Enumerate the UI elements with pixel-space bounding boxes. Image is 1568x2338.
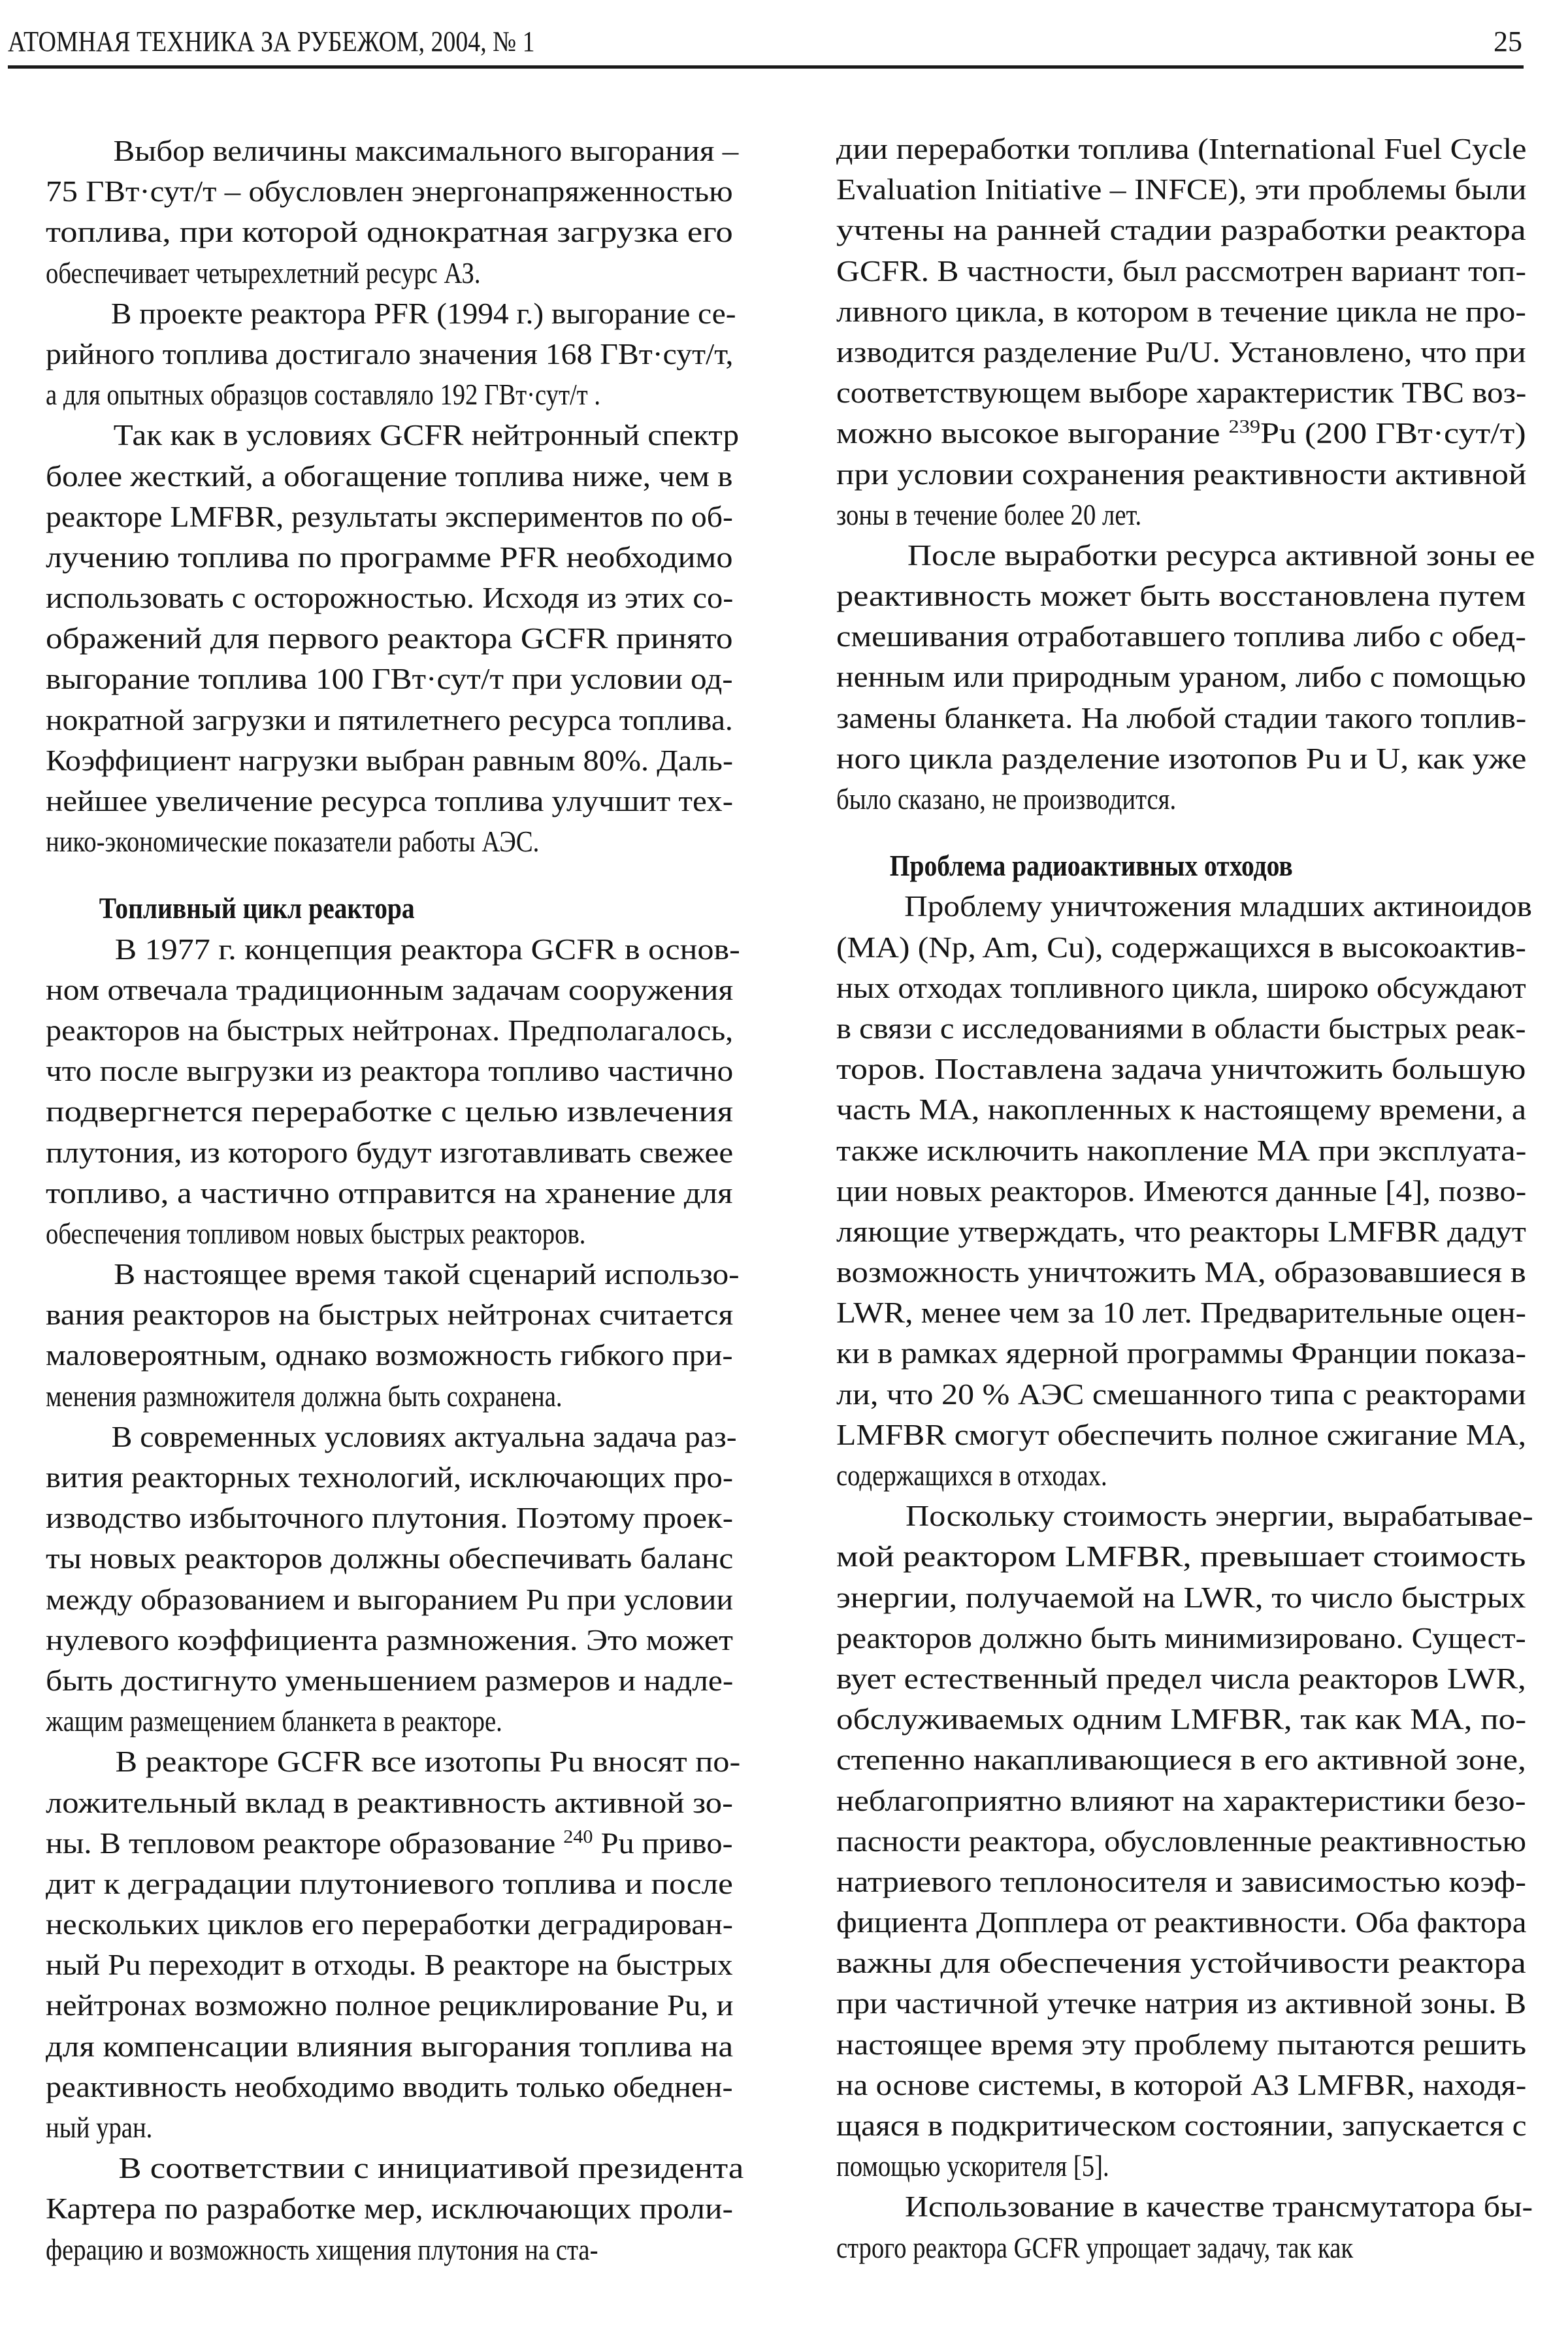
text-line — [46, 2026, 733, 2067]
text-line — [836, 1862, 1526, 1902]
text-line — [46, 1051, 733, 1091]
paragraph — [46, 293, 736, 416]
line-text: ный Pu переходит в отходы. В реакторе на быстрых — [46, 1949, 733, 1982]
line-text: мой реактором LMFBR, превышает стоимость — [836, 1540, 1526, 1573]
paragraph — [46, 131, 739, 293]
text-line — [46, 1660, 733, 1701]
text-line — [836, 738, 1526, 779]
line-text: жащим размещением бланкета в реакторе. — [46, 1705, 502, 1738]
line-text: содержащихся в отходах. — [836, 1459, 1107, 1492]
line-text: Так как в условиях GCFR нейтронный спектр — [113, 419, 740, 452]
text-line — [46, 334, 733, 374]
text-line — [836, 372, 1526, 413]
paragraph — [46, 1741, 741, 2148]
section-gap — [836, 819, 1526, 846]
line-text: обслуживаемых одним LMFBR, так как МА, по- — [836, 1703, 1527, 1736]
line-text: ны. В тепловом реакторе образование $^{240}$ Pu приво- — [46, 1826, 733, 1860]
text-line — [46, 1132, 733, 1173]
text-line — [46, 456, 733, 497]
running-header — [8, 25, 1522, 65]
text-line — [46, 1254, 740, 1294]
text-line — [46, 293, 736, 334]
line-text: В современных условиях актуальна задача раз- — [111, 1420, 737, 1453]
text-line — [836, 1821, 1526, 1862]
line-text: Проблему уничтожения младших актиноидов — [904, 890, 1532, 923]
line-text: между образованием и выгоранием Pu при условии — [46, 1583, 734, 1616]
text-line — [836, 454, 1526, 495]
paragraph — [46, 1254, 740, 1417]
line-text: нулевого коэффициента размножения. Это может — [46, 1623, 733, 1656]
text-line — [836, 576, 1526, 616]
line-text: степенно накапливающиеся в его активной зоне, — [836, 1743, 1526, 1777]
text-line — [836, 535, 1535, 576]
line-text: ном отвечала традиционным задачам сооружения — [46, 973, 734, 1006]
line-text: энергии, получаемой на LWR, то число быстрых — [836, 1581, 1526, 1614]
text-line — [836, 1943, 1526, 1983]
line-text: ображений для первого реактора GCFR принято — [46, 622, 733, 655]
line-text: учтены на ранней стадии разработки реактора — [836, 214, 1526, 247]
line-text: можно высокое выгорание $^{239}$Pu (200 ГВт·сут/т) — [836, 417, 1526, 450]
text-line — [836, 779, 1526, 819]
text-line — [836, 1496, 1533, 1536]
text-line — [46, 821, 733, 862]
text-line — [836, 210, 1526, 250]
text-line — [836, 2024, 1526, 2065]
line-text: для компенсации влияния выгорания топлива на — [46, 2030, 734, 2063]
line-text: ных отходах топливного цикла, широко обсуждают — [836, 971, 1526, 1004]
text-line — [46, 497, 733, 537]
line-text: GCFR. В частности, был рассмотрен вариант топ- — [836, 254, 1526, 288]
line-text: быть достигнуто уменьшением размеров и надле- — [46, 1664, 734, 1697]
text-line — [46, 970, 733, 1010]
text-line — [836, 413, 1526, 453]
text-line — [46, 212, 733, 252]
text-line — [836, 927, 1526, 968]
left-column — [46, 131, 744, 2270]
text-line — [836, 886, 1532, 927]
paragraph — [836, 886, 1532, 1496]
text-line — [46, 1335, 733, 1375]
line-text: при условии сохранения реактивности активной — [836, 457, 1527, 491]
line-text: рийного топлива достигало значения 168 ГВт·сут/т, — [46, 337, 734, 370]
text-line — [46, 1010, 733, 1051]
line-text: обеспечения топливом новых быстрых реакторов. — [46, 1217, 586, 1250]
line-text: ты новых реакторов должны обеспечивать баланс — [46, 1542, 734, 1575]
line-text: LMFBR смогут обеспечить полное сжигание МА, — [836, 1418, 1527, 1451]
line-text: изводится разделение Pu/U. Установлено, что при — [836, 335, 1526, 369]
line-text: Картера по разработке мер, исключающих проли- — [46, 2192, 734, 2226]
text-line — [46, 659, 733, 699]
text-line — [836, 1292, 1526, 1333]
text-line — [836, 1211, 1526, 1252]
text-line — [836, 1049, 1526, 1089]
line-text: лучению топлива по программе PFR необходимо — [46, 540, 733, 574]
line-text: возможность уничтожить МА, образовавшиеся в — [836, 1256, 1526, 1289]
line-text: реакторов на быстрых нейтронах. Предполагалось, — [46, 1013, 734, 1047]
line-text: ферацию и возможность хищения плутония на ста- — [46, 2233, 598, 2266]
text-line — [46, 1945, 733, 1985]
line-text: реактивность может быть восстановлена путем — [836, 580, 1526, 613]
line-text: зоны в течение более 20 лет. — [836, 498, 1142, 531]
line-text: Evaluation Initiative – INFCE), эти проблемы были — [836, 173, 1527, 206]
text-line — [46, 1091, 733, 1132]
text-line — [46, 618, 733, 659]
paragraph — [836, 2186, 1533, 2267]
section-heading: Проблема радиоактивных отходов — [889, 849, 1293, 883]
line-text: топливо, а частично отправится на хранение для — [46, 1176, 733, 1210]
text-line — [836, 1658, 1526, 1699]
line-text: в связи с исследованиями в области быстрых реак- — [836, 1012, 1526, 1045]
line-text: дии переработки топлива (International Fuel Cycle — [836, 133, 1527, 165]
text-line — [836, 1455, 1526, 1496]
text-line — [836, 2186, 1533, 2227]
text-line — [46, 1376, 733, 1417]
line-text: ложительный вклад в реактивность активной зо- — [46, 1786, 733, 1819]
text-line — [46, 1741, 741, 1782]
line-text: вания реакторов на быстрых нейтронах считается — [46, 1298, 734, 1332]
line-text: реактивность необходимо вводить только обеднен- — [46, 2070, 733, 2103]
line-text: а для опытных образцов составляло 192 ГВт·сут/т . — [46, 378, 601, 412]
line-text: неблагоприятно влияют на характеристики безо- — [836, 1784, 1526, 1817]
paragraph — [836, 1496, 1533, 2186]
paragraph — [46, 929, 740, 1255]
text-line — [836, 2105, 1526, 2146]
line-text: 75 ГВт·сут/т – обусловлен энергонапряженностью — [46, 175, 733, 208]
line-text: ляющие утверждать, что реакторы LMFBR дадут — [836, 1215, 1526, 1248]
text-line — [836, 1008, 1526, 1049]
text-line — [836, 1252, 1526, 1292]
text-line — [836, 2065, 1526, 2105]
line-text: (МА) (Np, Am, Cu), содержащихся в высокоактив- — [836, 930, 1526, 964]
line-text: ного цикла разделение изотопов Pu и U, как уже — [836, 742, 1527, 775]
text-line — [46, 2148, 744, 2188]
text-line — [836, 1333, 1526, 1374]
line-text: ции новых реакторов. Имеются данные [4], позво- — [836, 1174, 1527, 1208]
line-text: ки в рамках ядерной программы Франции показа- — [836, 1337, 1527, 1370]
text-line — [46, 1985, 733, 2026]
text-line — [836, 169, 1526, 210]
right-column — [836, 129, 1535, 2268]
text-line — [46, 1701, 733, 1741]
line-text: ный уран. — [46, 2111, 153, 2144]
text-line — [836, 2228, 1526, 2268]
line-text: торов. Поставлена задача уничтожить большую — [836, 1053, 1526, 1086]
line-text: более жесткий, а обогащение топлива ниже, чем в — [46, 459, 733, 493]
text-line — [836, 2146, 1526, 2186]
line-text: В реакторе GCFR все изотопы Pu вносят по- — [115, 1745, 741, 1779]
text-line — [46, 1620, 733, 1660]
line-text: ли, что 20 % АЭС смешанного типа с реакторами — [836, 1377, 1526, 1411]
text-line — [836, 1171, 1526, 1211]
line-text: обеспечивает четырехлетний ресурс АЗ. — [46, 256, 481, 289]
text-line — [836, 616, 1526, 657]
line-text: часть МА, накопленных к настоящему времени, а — [836, 1093, 1526, 1127]
text-line — [46, 578, 733, 618]
text-line — [836, 1415, 1526, 1455]
text-line — [836, 968, 1526, 1008]
line-text: нескольких циклов его переработки деградирован- — [46, 1908, 734, 1941]
line-text: Выбор величины максимального выгорания – — [113, 135, 739, 167]
line-text: Поскольку стоимость энергии, вырабатывае- — [906, 1500, 1533, 1533]
line-text: Коэффициент нагрузки выбран равным 80%. Даль- — [46, 744, 734, 777]
text-line — [46, 1294, 733, 1335]
text-line — [46, 1783, 733, 1823]
line-text: В 1977 г. концепция реактора GCFR в основ- — [114, 932, 740, 966]
text-line — [836, 1089, 1526, 1130]
journal-title: АТОМНАЯ ТЕХНИКА ЗА РУБЕЖОМ, 2004, № 1 — [8, 25, 535, 58]
text-line — [46, 700, 733, 740]
line-text: ненным или природным ураном, либо с помощью — [836, 661, 1526, 694]
text-line — [46, 1417, 737, 1457]
text-line — [46, 374, 733, 415]
line-text: вует естественный предел числа реакторов LWR, — [836, 1662, 1526, 1695]
text-line — [836, 1130, 1526, 1171]
line-text: LWR, менее чем за 10 лет. Предварительные оцен- — [836, 1296, 1526, 1330]
text-line — [46, 1904, 733, 1945]
line-text: было сказано, не производится. — [836, 783, 1177, 815]
section-heading: Топливный цикл реактора — [99, 891, 415, 925]
text-line — [46, 415, 740, 455]
text-line — [46, 1538, 733, 1579]
line-text: нейшее увеличение ресурса топлива улучшит тех- — [46, 785, 734, 817]
line-text: соответствующем выборе характеристик ТВС воз- — [836, 376, 1527, 410]
line-text: плутония, из которого будут изготавливать свежее — [46, 1136, 734, 1169]
page-number: 25 — [1494, 25, 1522, 58]
paragraph-continuation — [836, 129, 1526, 535]
text-line — [46, 1173, 733, 1213]
line-text: нократной загрузки и пятилетнего ресурса топлива. — [46, 703, 733, 736]
line-text: смешивания отработавшего топлива либо с обед- — [836, 620, 1527, 653]
line-text: В соответствии с инициативой президента — [118, 2152, 744, 2185]
line-text: строго реактора GCFR упрощает задачу, так как — [836, 2231, 1354, 2264]
line-text: реакторов должно быть минимизировано. Сущест- — [836, 1621, 1526, 1655]
line-text: После выработки ресурса активной зоны ее — [907, 538, 1535, 572]
line-text: щаяся в подкритическом состоянии, запускается с — [836, 2109, 1527, 2142]
line-text: фициента Допплера от реактивности. Оба фактора — [836, 1906, 1527, 1939]
paragraph — [46, 1417, 737, 1742]
text-line — [836, 291, 1526, 332]
line-text: подвергнется переработке с целью извлечения — [46, 1095, 734, 1128]
text-line — [46, 131, 739, 171]
line-text: настоящее время эту проблему пытаются решить — [836, 2028, 1527, 2061]
text-line — [46, 1823, 733, 1864]
line-text: нико-экономические показатели работы АЭС. — [46, 825, 540, 859]
text-line — [46, 1213, 733, 1254]
text-line — [46, 1498, 733, 1538]
line-text: нейтронах возможно полное рециклирование Pu, и — [46, 1989, 734, 2022]
text-line — [46, 2107, 733, 2148]
line-text: на основе системы, в которой АЗ LMFBR, находя- — [836, 2068, 1527, 2101]
line-text: менения размножителя должна быть сохранена. — [46, 1379, 563, 1413]
text-line — [836, 1902, 1526, 1943]
text-line — [836, 332, 1526, 372]
line-text: замены бланкета. На любой стадии такого топлив- — [836, 701, 1527, 734]
text-line — [836, 251, 1526, 291]
line-text: при частичной утечке натрия из активной зоны. В — [836, 1987, 1527, 2020]
line-text: помощью ускорителя [5]. — [836, 2150, 1109, 2183]
text-line — [46, 1864, 733, 1904]
text-line — [836, 1739, 1526, 1780]
text-line — [46, 253, 733, 293]
line-text: вития реакторных технологий, исключающих про- — [46, 1461, 734, 1494]
text-line — [836, 657, 1526, 697]
section-gap — [46, 862, 733, 888]
line-text: пасности реактора, обусловленные реактивностью — [836, 1824, 1527, 1858]
line-text: маловероятным, однако возможность гибкого при- — [46, 1339, 733, 1372]
line-text: важны для обеспечения устойчивости реактора — [836, 1947, 1526, 1980]
text-line — [46, 929, 740, 970]
text-line — [46, 2230, 733, 2270]
line-text: ливного цикла, в котором в течение цикла не про- — [836, 295, 1526, 328]
line-text: дит к деградации плутониевого топлива и после — [46, 1867, 733, 1900]
paragraph — [46, 415, 740, 862]
header-rule — [8, 65, 1524, 69]
text-line — [46, 2067, 733, 2107]
text-line — [836, 495, 1526, 535]
line-text: Использование в качестве трансмутатора бы- — [905, 2190, 1533, 2224]
paragraph — [836, 535, 1535, 819]
line-text: выгорание топлива 100 ГВт·сут/т при условии од- — [46, 663, 733, 696]
line-text: В настоящее время такой сценарий использо- — [114, 1258, 740, 1291]
text-line — [46, 1579, 733, 1620]
line-text: также исключить накопление МА при эксплуата- — [836, 1134, 1527, 1167]
line-text: реакторе LMFBR, результаты экспериментов по об- — [46, 500, 733, 533]
text-line — [836, 1374, 1526, 1415]
text-line — [836, 1781, 1526, 1821]
paragraph — [46, 2148, 744, 2270]
text-line — [836, 1699, 1526, 1739]
text-line — [836, 1983, 1526, 2024]
line-text: изводство избыточного плутония. Поэтому проек- — [46, 1502, 734, 1535]
text-line — [836, 1536, 1526, 1577]
line-text: использовать с осторожностью. Исходя из этих со- — [46, 582, 734, 615]
text-line — [836, 129, 1526, 169]
text-line — [46, 781, 733, 821]
isotope-superscript: 240 — [563, 1826, 593, 1847]
line-text: топлива, при которой однократная загрузка его — [46, 216, 733, 249]
line-text: натриевого теплоносителя и зависимостью коэф- — [836, 1865, 1527, 1898]
text-line — [46, 2188, 733, 2229]
isotope-superscript: 239 — [1228, 417, 1261, 438]
text-line — [46, 1457, 733, 1498]
line-text: В проекте реактора PFR (1994 г.) выгорание се- — [110, 297, 736, 330]
text-line — [46, 171, 733, 212]
text-line — [836, 1618, 1526, 1658]
text-line — [836, 698, 1526, 738]
line-text: что после выгрузки из реактора топливо частично — [46, 1055, 734, 1088]
text-line — [46, 537, 733, 578]
text-line — [46, 740, 733, 781]
text-line — [836, 1577, 1526, 1618]
